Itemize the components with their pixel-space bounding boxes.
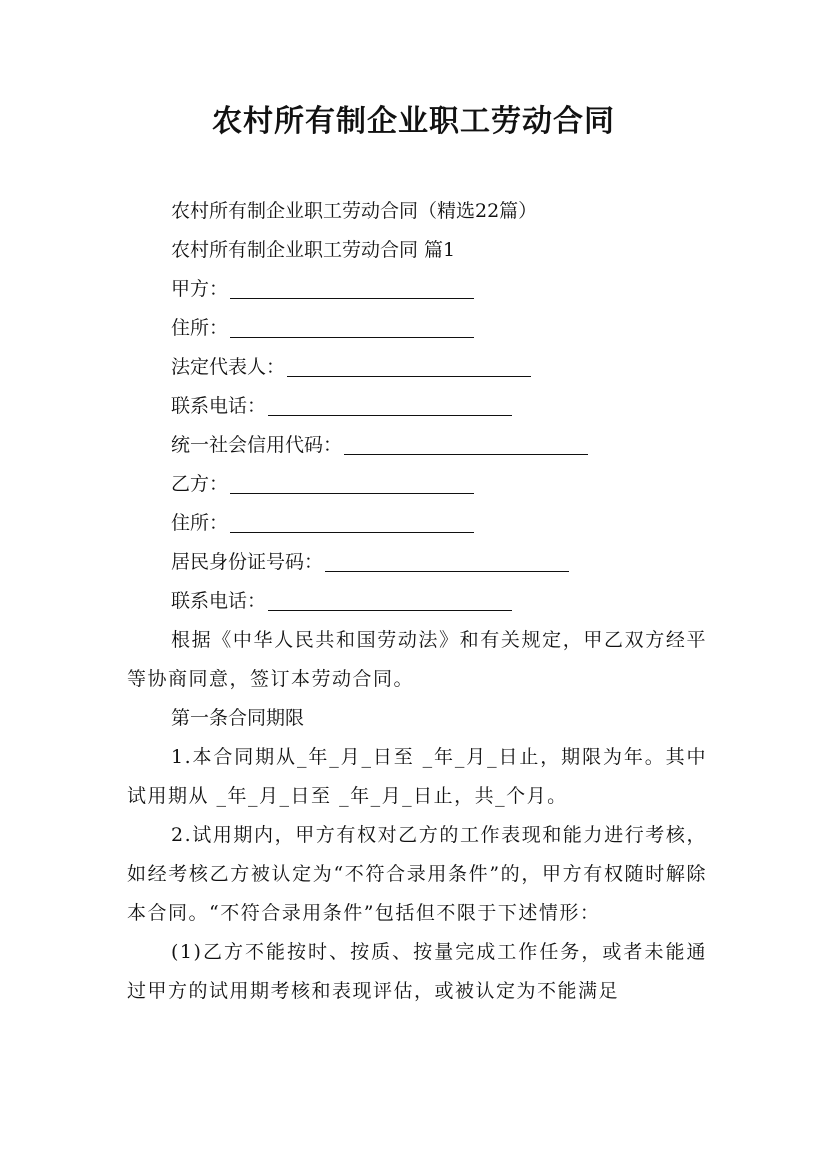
field-label: 法定代表人：	[171, 356, 286, 378]
fill-in-blank	[230, 471, 474, 494]
field-label: 甲方：	[171, 278, 229, 300]
article-1-item-2-1: (1)乙方不能按时、按质、按量完成工作任务，或者未能通过甲方的试用期考核和表现评估，或被认定为不能满足	[127, 941, 707, 1002]
field-label: 住所：	[171, 317, 229, 339]
field-party-b-phone	[127, 582, 707, 621]
fill-in-blank	[268, 588, 512, 611]
fill-in-blank	[287, 354, 531, 377]
field-label: 住所：	[171, 512, 229, 534]
field-label: 居民身份证号码：	[171, 551, 324, 573]
field-label: 乙方：	[171, 473, 229, 495]
document-subtitle: 农村所有制企业职工劳动合同（精选22篇）	[171, 200, 538, 222]
article-1-item-2: 2.试用期内，甲方有权对乙方的工作表现和能力进行考核，如经考核乙方被认定为“不符合录用条件”的，甲方有权随时解除本合同。“不符合录用条件”包括但不限于下述情形：	[127, 824, 707, 924]
fill-in-blank	[344, 432, 588, 455]
document-title: 农村所有制企业职工劳动合同	[212, 104, 615, 139]
field-party-a-phone	[127, 387, 707, 426]
fill-in-blank	[230, 276, 474, 299]
fill-in-blank	[325, 549, 569, 572]
field-party-a-address	[127, 309, 707, 348]
field-party-b	[127, 465, 707, 504]
field-legal-representative	[127, 348, 707, 387]
section-heading: 农村所有制企业职工劳动合同 篇1	[171, 239, 456, 261]
article-1-heading: 第一条合同期限	[171, 707, 305, 729]
article-1-item-1: 1.本合同期从_年_月_日至 _年_月_日止，期限为年。其中试用期从 _年_月_日至 _年_月_日止，共_个月。	[127, 746, 707, 807]
field-party-a	[127, 270, 707, 309]
fill-in-blank	[230, 510, 474, 533]
field-label: 统一社会信用代码：	[171, 434, 343, 456]
fill-in-blank	[230, 315, 474, 338]
field-credit-code	[127, 426, 707, 465]
fill-in-blank	[268, 393, 512, 416]
field-label: 联系电话：	[171, 590, 267, 612]
preamble-paragraph: 根据《中华人民共和国劳动法》和有关规定，甲乙双方经平等协商同意，签订本劳动合同。	[127, 629, 707, 690]
field-id-number	[127, 543, 707, 582]
field-party-b-address	[127, 504, 707, 543]
document-body	[127, 192, 707, 1011]
field-label: 联系电话：	[171, 395, 267, 417]
